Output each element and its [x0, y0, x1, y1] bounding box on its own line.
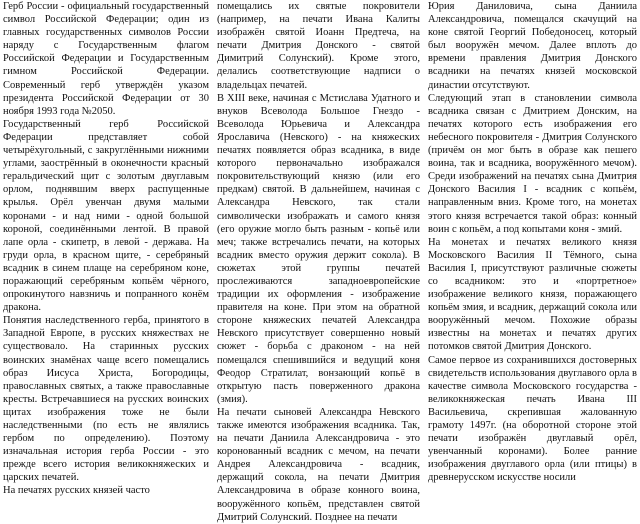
paragraph: Юрия Даниловича, сына Даниила Александровича, помещался скачущий на коне святой Георгий Победоносец, который был вооружён мечом. Далее вплоть до времени правления Дмитрия Донского всадники на печатях князей московской династии отсутствуют. [428, 1, 637, 91]
text-column-2 [217, 0, 420, 524]
text-column-1 [3, 0, 209, 498]
text-column-3 [428, 0, 637, 484]
paragraph: Понятия наследственного герба, принятого в Западной Европе, в русских княжествах не существовало. На старинных русских воинских знамёнах чаще всего помещались образ Иисуса Христа, Богородицы, православных святых, а также православные кресты. Встречавшиеся на русских воинских щитах изображения тоже не были наследственными (по есть не являлись гербом по определению). Поэтому изначальная история герба России - это прежде всего история великокняжеских и царских печатей. [3, 315, 209, 484]
paragraph: В XIII веке, начиная с Мстислава Удатного и внуков Всеволода Большое Гнездо - Всеволода Юрьевича и Александра Ярославича (Невского) - на княжеских печатях появляется образ всадника, в виде которого первоначально изображался покровительствующий князю (или его предкам) святой. В дальнейшем, начиная с Александра Невского, так стали символически изображать и самого князя (его оружие могло быть разным - копьё или меч; также встречались печати, на которых всадник вместо оружия держит сокола). В сюжетах этой группы печатей прослеживаются западноевропейские традиции их оформления - изображение правителя на коне. При этом на обратной стороне княжеских печатей Александра Невского присутствует совершенно новый сюжет - борьба с драконом - на ней помещался спешившийся и ведущий коня Феодор Стратилат, вонзающий копьё в открытую пасть поверженного дракона (змия). [217, 92, 420, 405]
paragraph: На печатях русских князей часто [3, 485, 150, 497]
paragraph: помещались их святые покровители (например, на печати Ивана Калиты изображён святой Иоанн Предтеча, на печати Дмитрия Донского - святой Димитрий Солунский). Кроме этого, делались соответствующие надписи о владельцах печатей. [217, 1, 420, 91]
paragraph: Государственный герб Российской Федерации представляет собой четырёхугольный, с закруглёнными нижними углами, заострённый в оконечности красный геральдический щит с золотым двуглавым орлом, поднявшим вверх распущенные крылья. Орёл увенчан двумя малыми коронами - и над ними - одной большой короной, соединёнными лентой. В правой лапе орла - скипетр, в левой - держава. На груди орла, в красном щите, - серебряный всадник в синем плаще на серебряном коне, поражающий серебряным копьём чёрного, опрокинутого навзничь и попранного конём дракона. [3, 118, 209, 314]
paragraph: Самое первое из сохранившихся достоверных свидетельств использования двуглавого орла в качестве символа Московского государства - великокняжеская печать Ивана III Васильевича, скрепившая жалованную грамоту 1497г. (на оборотной стороне этой печати изображён двуглавый орёл, увенчанный коронами). Более ранние изображения двуглавого орла (или птицы) в древнерусском искусстве носили [428, 354, 637, 484]
paragraph: На печати сыновей Александра Невского также имеются изображения всадника. Так, на печати Даниила Александровича - это коронованный всадник с мечом, на печати Андрея Александровича - всадник, держащий сокола, на печати Дмитрия Александровича в образе конного воина, вооружённого копьём, представлен святой Дмитрий Солунский. Позднее на печати [217, 406, 420, 523]
paragraph: Следующий этап в становлении символа всадника связан с Дмитрием Донским, на печатях которого есть изображения его небесного покровителя - Дмитрия Солунского (причём он мог быть в образе как пешего воина, так и всадника, вооружённого мечом). Среди изображений на печатях сына Дмитрия Донского Василия I - всадник с копьём, направленным вниз. Кроме того, на монетах этого князя встречается такой образ: конный воин с копьём, а под копытами коня - змий. [428, 92, 637, 235]
paragraph: Герб России - официальный государственный символ Российской Федерации; один из главных государственных символов России наряду с Государственным флагом Российской Федерации и Государственным гимном Российской Федерации. Современный герб утверждён указом президента Российской Федерации от 30 ноября 1993 года №2050. [3, 1, 209, 117]
paragraph: На монетах и печатях великого князя Московского Василия II Тёмного, сына Василия I, присутствуют различные сюжеты со всадником: это и «портретное» изображение великого князя, поражающего копьём змия, и всадник, держащий сокола или вооружённый мечом. Похожие образы известны на монетах и печатях других потомков святой Дмитрия Донского. [428, 236, 637, 353]
